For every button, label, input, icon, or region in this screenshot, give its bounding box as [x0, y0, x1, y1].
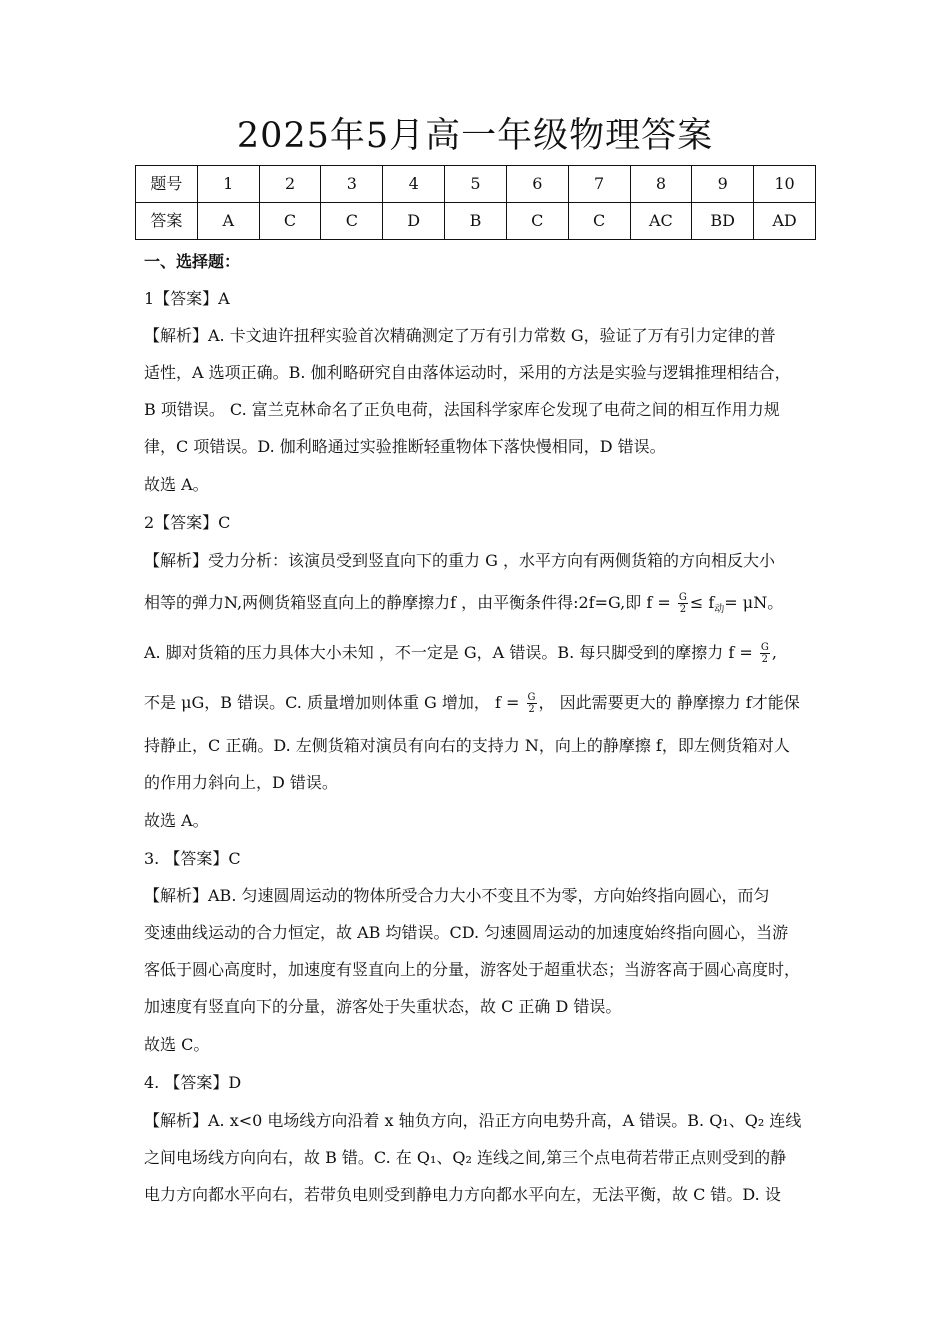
- table-answer-label: 答案: [136, 203, 198, 240]
- fraction-numerator: G: [760, 642, 769, 653]
- q1-answer-head: 1【答案】A: [144, 289, 230, 308]
- subscript: 动: [714, 604, 725, 616]
- table-cell-number: 10: [754, 166, 816, 203]
- q2-text: 相等的弹力N,两侧货箱竖直向上的静摩擦力f ，由平衡条件得:2f=G,即 f =: [144, 593, 671, 612]
- q4-answer-head: 4. 【答案】D: [144, 1073, 242, 1092]
- q4-analysis-line: 之间电场线方向向右，故 B 错。C. 在 Q₁、Q₂ 连线之间,第三个点电荷若带正点则受到的静: [144, 1148, 787, 1167]
- q1-conclusion: 故选 A。: [144, 475, 209, 494]
- q1-analysis-line: 律，C 项错误。D. 伽利略通过实验推断轻重物体下落快慢相同，D 错误。: [144, 437, 666, 456]
- fraction-numerator: G: [678, 592, 687, 603]
- answer-table: [135, 165, 816, 240]
- table-cell-answer: AD: [754, 203, 816, 240]
- fraction: [527, 692, 537, 715]
- q2-answer-head: 2【答案】C: [144, 513, 231, 532]
- table-cell-number: 7: [568, 166, 630, 203]
- q2-analysis-line: [144, 692, 809, 715]
- q1-analysis-line: 适性，A 选项正确。B. 伽利略研究自由落体运动时，采用的方法是实验与逻辑推理相结合，: [144, 363, 791, 382]
- table-row: [136, 203, 816, 240]
- table-cell-answer: C: [321, 203, 383, 240]
- fraction: [678, 592, 688, 615]
- table-cell-number: 2: [259, 166, 321, 203]
- q4-analysis-line: 【解析】A. x<0 电场线方向沿着 x 轴负方向，沿正方向电势升高，A 错误。B. Q₁、Q₂ 连线: [144, 1111, 802, 1130]
- fraction: [760, 642, 770, 665]
- q3-answer-head: 3. 【答案】C: [144, 849, 241, 868]
- table-cell-answer: C: [568, 203, 630, 240]
- q2-analysis-line: 持静止，C 正确。D. 左侧货箱对演员有向右的支持力 N，向上的静摩擦 f，即左侧货箱对人: [144, 736, 790, 755]
- q2-text: ,: [771, 643, 777, 662]
- q2-analysis-line: [144, 592, 809, 621]
- q2-analysis-line: [144, 642, 809, 665]
- fraction-denominator: 2: [679, 604, 687, 615]
- q3-analysis-line: 客低于圆心高度时，加速度有竖直向上的分量，游客处于超重状态；当游客高于圆心高度时，: [144, 960, 801, 979]
- table-cell-answer: A: [197, 203, 259, 240]
- table-cell-number: 9: [692, 166, 754, 203]
- table-cell-answer: B: [445, 203, 507, 240]
- q2-text: 不是 μG，B 错误。C. 质量增加则体重 G 增加， f =: [144, 693, 520, 712]
- table-cell-number: 8: [630, 166, 692, 203]
- table-cell-number: 1: [197, 166, 259, 203]
- q3-analysis-line: 加速度有竖直向下的分量，游客处于失重状态，故 C 正确 D 错误。: [144, 997, 622, 1016]
- q4-analysis-line: 电力方向都水平向右，若带负电则受到静电力方向都水平向左，无法平衡，故 C 错。D. 设: [144, 1185, 781, 1204]
- page-title: 2025年5月高一年级物理答案: [236, 116, 714, 156]
- table-cell-number: 3: [321, 166, 383, 203]
- q3-analysis-line: 【解析】AB. 匀速圆周运动的物体所受合力大小不变且不为零，方向始终指向圆心，而匀: [144, 886, 770, 905]
- q2-text: ， 因此需要更大的 静摩擦力 f才能保: [538, 693, 800, 712]
- q2-analysis-line: 【解析】受力分析：该演员受到竖直向下的重力 G ，水平方向有两侧货箱的方向相反大小: [144, 551, 775, 570]
- table-row: [136, 166, 816, 203]
- q1-analysis-line: 【解析】A. 卡文迪许扭秤实验首次精确测定了万有引力常数 G，验证了万有引力定律的普: [144, 326, 776, 345]
- q2-conclusion: 故选 A。: [144, 811, 209, 830]
- section-heading: 一、选择题：: [144, 252, 241, 271]
- q2-text: A. 脚对货箱的压力具体大小未知 ，不一定是 G，A 错误。B. 每只脚受到的摩擦力 f =: [144, 643, 753, 662]
- table-cell-number: 6: [506, 166, 568, 203]
- q2-text: = μN。: [724, 593, 784, 612]
- q2-text: ≤ f: [689, 593, 715, 612]
- q1-analysis-line: B 项错误。 C. 富兰克林命名了正负电荷，法国科学家库仑发现了电荷之间的相互作用力规: [144, 400, 780, 419]
- fraction-numerator: G: [527, 692, 536, 703]
- table-cell-number: 5: [445, 166, 507, 203]
- table-cell-answer: C: [259, 203, 321, 240]
- table-cell-answer: D: [383, 203, 445, 240]
- q3-conclusion: 故选 C。: [144, 1035, 210, 1054]
- q2-analysis-line: 的作用力斜向上，D 错误。: [144, 773, 338, 792]
- fraction-denominator: 2: [761, 654, 769, 665]
- q3-analysis-line: 变速曲线运动的合力恒定，故 AB 均错误。CD. 匀速圆周运动的加速度始终指向圆心，当游: [144, 923, 789, 942]
- fraction-denominator: 2: [528, 704, 535, 715]
- table-cell-answer: AC: [630, 203, 692, 240]
- table-cell-answer: C: [506, 203, 568, 240]
- table-cell-answer: BD: [692, 203, 754, 240]
- table-header-label: 题号: [136, 166, 198, 203]
- table-cell-number: 4: [383, 166, 445, 203]
